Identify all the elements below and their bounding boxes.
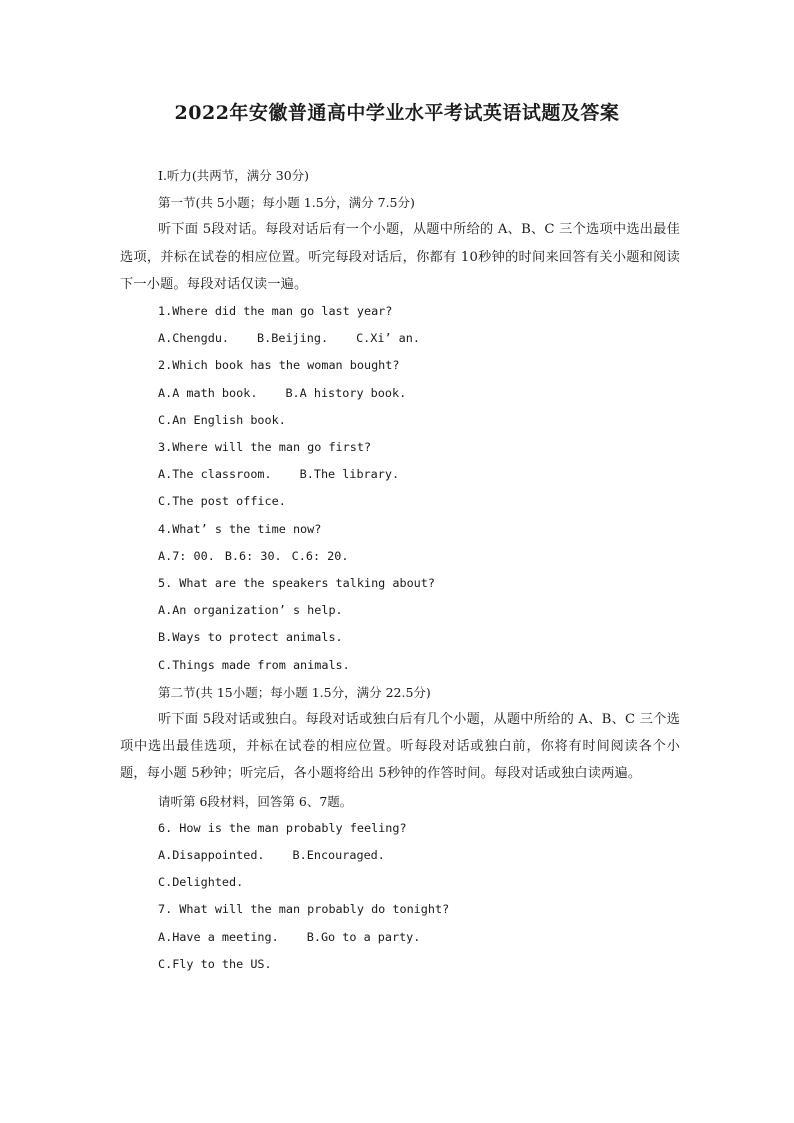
option-c: C.Fly to the US.	[158, 956, 272, 971]
section-heading: 第二节(共 15小题；每小题 1.5分，满分 22.5分)	[158, 684, 431, 700]
question-options	[120, 325, 680, 352]
question-stem: 7. What will the man probably do tonight?	[158, 902, 450, 917]
option-b: B.Beijing.	[257, 331, 329, 346]
option-c: C.An English book.	[158, 412, 286, 427]
part-heading: Ⅰ.听力(共两节，满分 30分)	[158, 168, 310, 183]
option-c: C.Things made from animals.	[158, 657, 350, 672]
option-b: B.Ways to protect animals.	[158, 630, 343, 645]
section-instructions: 听下面 5段对话或独白。每段对话或独白后有几个小题，从题中所给的 A、B、C 三个选项中选出最佳选项，并标在试卷的相应位置。听每段对话或独白前，你将有时间阅读各个小题，每小题 5秒钟；听完后，各小题将给出 5秒钟的作答时间。每段对话或独白读两遍。	[120, 712, 680, 782]
option-c: C.The post office.	[158, 494, 286, 509]
option-b: B.Go to a party.	[306, 929, 421, 944]
option-c: C.Xi’ an.	[356, 331, 420, 346]
section-instructions: 听下面 5段对话。每段对话后有一个小题，从题中所给的 A、B、C 三个选项中选出最佳选项，并标在试卷的相应位置。听完每段对话后，你都有 10秒钟的时间来回答有关小题和阅读下一小题。每段对话仅读一遍。	[120, 222, 680, 292]
option-a: A.Disappointed.	[158, 848, 265, 863]
question-stem: 6. How is the man probably feeling?	[158, 820, 407, 835]
option-b: B.Encouraged.	[292, 848, 385, 863]
document-body	[120, 162, 680, 978]
question-stem: 5. What are the speakers talking about?	[158, 576, 435, 591]
question-stem: 2.Which book has the woman bought?	[158, 358, 400, 373]
question-options	[120, 924, 680, 951]
question-options	[120, 461, 680, 488]
option-b: B.6: 30.	[224, 548, 282, 563]
question-options	[120, 543, 680, 570]
question-options	[120, 380, 680, 407]
option-b: B.A history book.	[285, 385, 407, 400]
page-title: 2022年安徽普通高中学业水平考试英语试题及答案	[174, 102, 620, 124]
question-stem: 3.Where will the man go first?	[158, 440, 372, 455]
option-a: A.An organization’ s help.	[158, 603, 343, 618]
option-a: A.Chengdu.	[158, 331, 230, 346]
question-options	[120, 842, 680, 869]
question-stem: 1.Where did the man go last year?	[158, 304, 393, 319]
option-b: B.The library.	[299, 467, 400, 482]
option-c: C.6: 20.	[291, 548, 349, 563]
question-stem: 4.What’ s the time now?	[158, 521, 322, 536]
option-c: C.Delighted.	[158, 875, 244, 890]
section-heading: 第一节(共 5小题；每小题 1.5分，满分 7.5分)	[158, 195, 415, 211]
option-a: A.The classroom.	[158, 467, 272, 482]
option-a: A.A math book.	[158, 385, 258, 400]
option-a: A.7: 00.	[158, 548, 215, 563]
option-a: A.Have a meeting.	[158, 929, 279, 944]
material-note: 请听第 6段材料，回答第 6、7题。	[158, 793, 353, 809]
